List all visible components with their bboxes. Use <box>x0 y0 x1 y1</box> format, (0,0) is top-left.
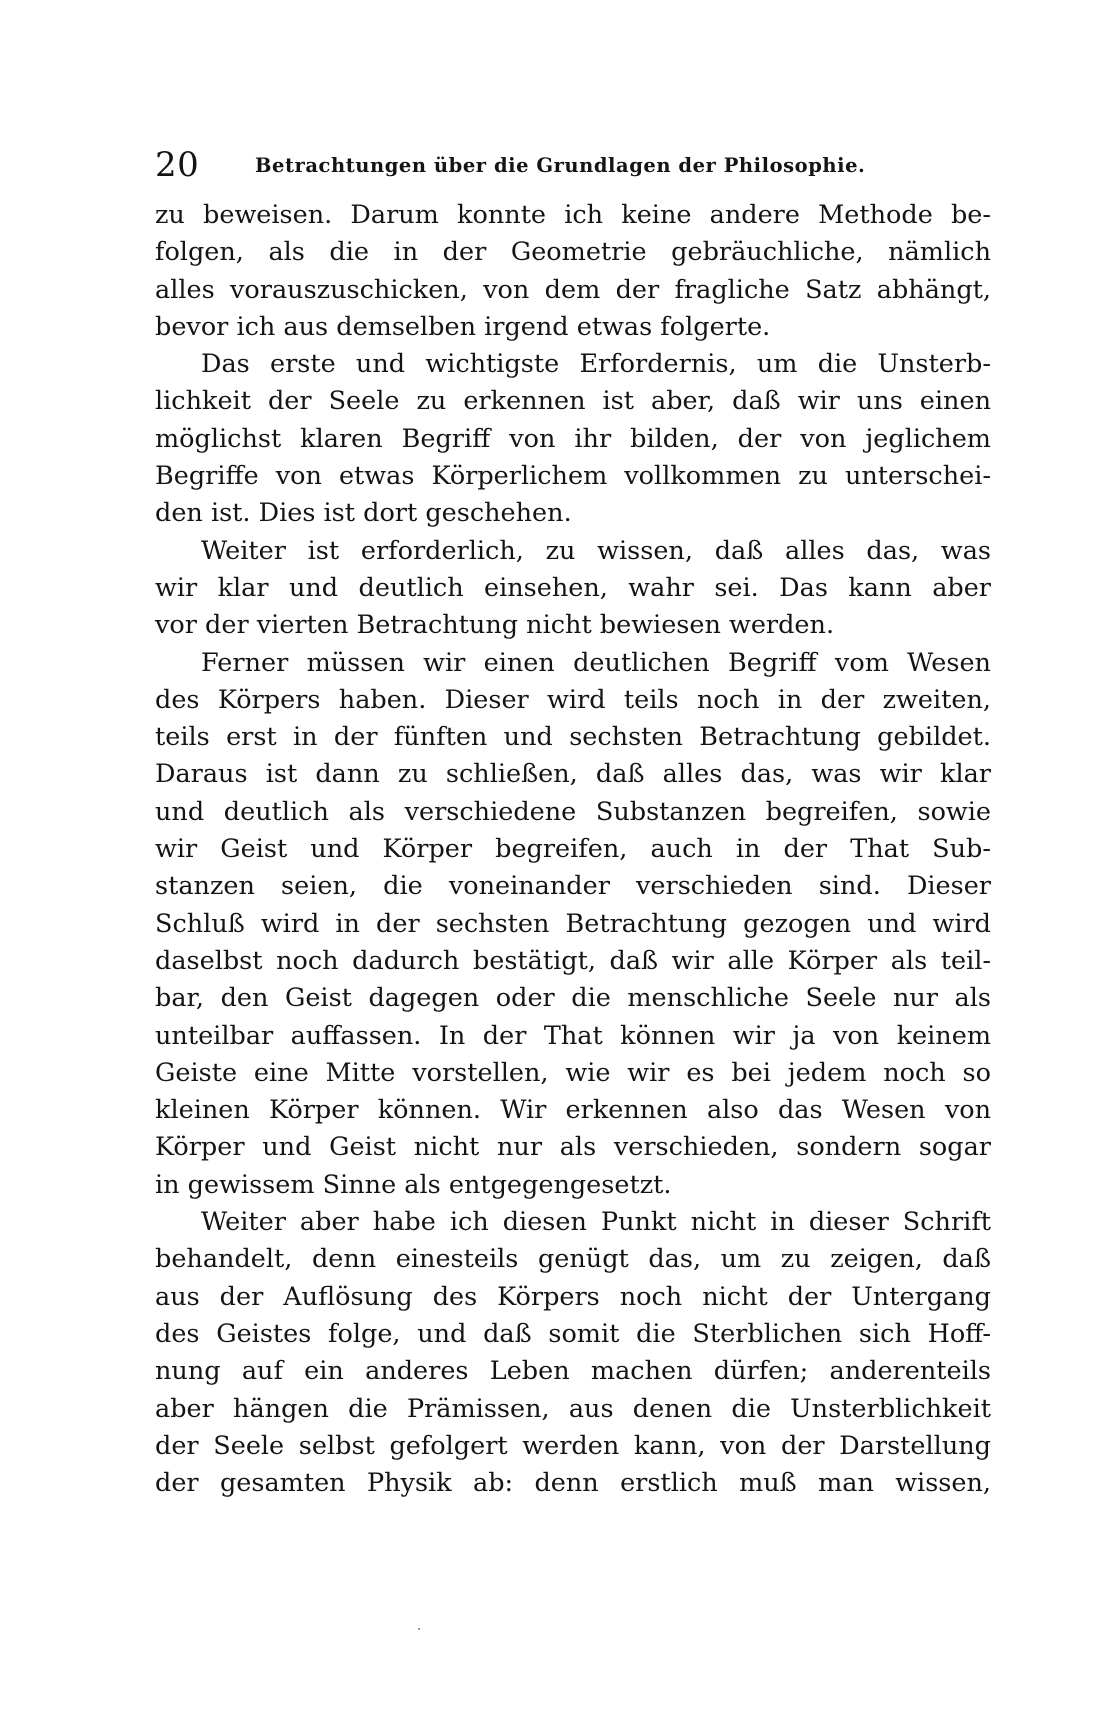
text-line: Weiter ist erforderlich, zu wissen, daß alles das, was <box>201 535 991 566</box>
text-line: des Körpers haben. Dieser wird teils noch in der zweiten, <box>155 684 991 715</box>
text-line: Daraus ist dann zu schließen, daß alles das, was wir klar <box>155 759 991 790</box>
text-line: aus der Auflösung des Körpers noch nicht der Untergang <box>155 1281 991 1312</box>
print-speck <box>418 1628 420 1630</box>
text-line: daselbst noch dadurch bestätigt, daß wir alle Körper als teil- <box>155 945 991 976</box>
text-line: wir klar und deutlich einsehen, wahr sei. Das kann aber <box>155 572 991 603</box>
text-line: Geiste eine Mitte vorstellen, wie wir es bei jedem noch so <box>155 1057 991 1088</box>
text-line: nung auf ein anderes Leben machen dürfen; anderenteils <box>155 1356 991 1387</box>
paragraph-5 <box>155 1204 991 1502</box>
text-line: zu beweisen. Darum konnte ich keine andere Methode be- <box>155 200 991 230</box>
text-line: aber hängen die Prämissen, aus denen die Unsterblichkeit <box>155 1393 991 1424</box>
running-title: Betrachtungen über die Grundlagen der Philosophie. <box>255 154 866 177</box>
text-line: teils erst in der fünften und sechsten Betrachtung gebildet. <box>155 722 991 753</box>
text-line: behandelt, denn einesteils genügt das, um zu zeigen, daß <box>155 1244 991 1275</box>
text-line: den ist. Dies ist dort geschehen. <box>155 498 572 529</box>
running-head <box>155 145 995 185</box>
text-line: bevor ich aus demselben irgend etwas folgerte. <box>155 311 771 342</box>
text-line: lichkeit der Seele zu erkennen ist aber, daß wir uns einen <box>155 386 991 417</box>
text-line: Schluß wird in der sechsten Betrachtung gezogen und wird <box>155 908 991 939</box>
text-line: möglichst klaren Begriff von ihr bilden, der von jeglichem <box>155 423 991 454</box>
text-line: Begriffe von etwas Körperlichem vollkommen zu unterschei- <box>155 461 991 492</box>
paragraph-3 <box>155 533 991 645</box>
paragraph-2 <box>155 346 991 532</box>
text-line: Ferner müssen wir einen deutlichen Begriff vom Wesen <box>201 647 991 678</box>
paragraph-4 <box>155 645 991 1204</box>
text-line: folgen, als die in der Geometrie gebräuchliche, nämlich <box>155 237 991 268</box>
text-line: Weiter aber habe ich diesen Punkt nicht in dieser Schrift <box>201 1207 991 1238</box>
text-line: bar, den Geist dagegen oder die menschliche Seele nur als <box>155 983 991 1014</box>
text-line: kleinen Körper können. Wir erkennen also das Wesen von <box>155 1095 991 1126</box>
text-line: des Geistes folge, und daß somit die Sterblichen sich Hoff- <box>155 1318 991 1349</box>
text-line: und deutlich als verschiedene Substanzen begreifen, sowie <box>155 796 991 827</box>
text-line: in gewissem Sinne als entgegengesetzt. <box>155 1169 672 1200</box>
paragraph-1 <box>155 197 991 346</box>
text-line: der Seele selbst gefolgert werden kann, von der Darstellung <box>155 1430 991 1461</box>
text-line: vor der vierten Betrachtung nicht bewiesen werden. <box>155 610 835 641</box>
text-line: der gesamten Physik ab: denn erstlich muß man wissen, <box>155 1468 991 1499</box>
body-text <box>155 197 991 1502</box>
page-number: 20 <box>155 145 200 185</box>
text-line: Körper und Geist nicht nur als verschieden, sondern sogar <box>155 1132 991 1163</box>
text-line: Das erste und wichtigste Erfordernis, um die Unsterb- <box>201 349 991 380</box>
text-line: unteilbar auffassen. In der That können wir ja von keinem <box>155 1020 991 1051</box>
text-line: alles vorauszuschicken, von dem der fragliche Satz abhängt, <box>155 274 991 305</box>
text-line: wir Geist und Körper begreifen, auch in der That Sub- <box>155 834 991 865</box>
text-line: stanzen seien, die voneinander verschieden sind. Dieser <box>155 871 991 902</box>
